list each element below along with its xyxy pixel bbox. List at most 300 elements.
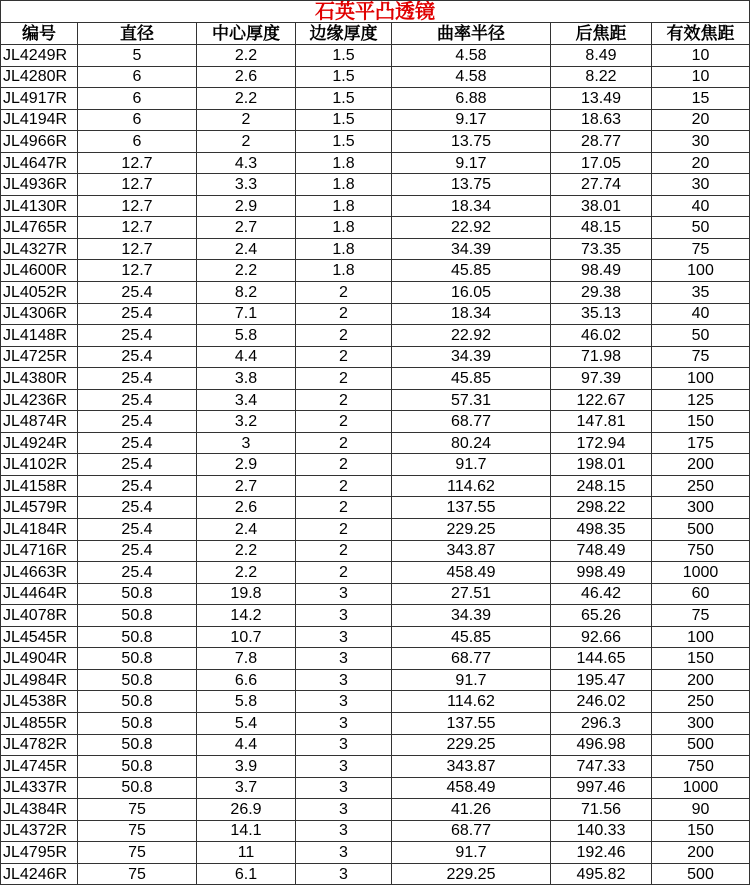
cell-effective-focal-length: 750 [652, 540, 750, 562]
cell-edge-thickness: 1.5 [296, 45, 392, 67]
table-row [1, 260, 750, 282]
table-row [1, 863, 750, 885]
cell-part-number: JL4246R [1, 863, 78, 885]
cell-diameter: 25.4 [78, 282, 197, 304]
title-row [1, 1, 750, 23]
cell-back-focal-length: 48.15 [551, 217, 652, 239]
cell-diameter: 75 [78, 842, 197, 864]
table-row [1, 669, 750, 691]
cell-effective-focal-length: 300 [652, 712, 750, 734]
cell-back-focal-length: 29.38 [551, 282, 652, 304]
cell-diameter: 12.7 [78, 238, 197, 260]
cell-center-thickness: 3.7 [197, 777, 296, 799]
cell-diameter: 50.8 [78, 648, 197, 670]
cell-edge-thickness: 3 [296, 626, 392, 648]
cell-diameter: 50.8 [78, 669, 197, 691]
table-row [1, 475, 750, 497]
cell-part-number: JL4924R [1, 432, 78, 454]
cell-diameter: 12.7 [78, 152, 197, 174]
cell-edge-thickness: 1.5 [296, 88, 392, 110]
cell-part-number: JL4102R [1, 454, 78, 476]
table-row [1, 756, 750, 778]
cell-center-thickness: 2.2 [197, 45, 296, 67]
cell-center-thickness: 2.9 [197, 454, 296, 476]
cell-effective-focal-length: 150 [652, 820, 750, 842]
table-row [1, 712, 750, 734]
cell-center-thickness: 3.2 [197, 411, 296, 433]
cell-edge-thickness: 2 [296, 475, 392, 497]
cell-part-number: JL4078R [1, 605, 78, 627]
cell-center-thickness: 2.2 [197, 540, 296, 562]
cell-effective-focal-length: 250 [652, 691, 750, 713]
cell-part-number: JL4380R [1, 368, 78, 390]
cell-radius-of-curvature: 57.31 [392, 389, 551, 411]
cell-part-number: JL4337R [1, 777, 78, 799]
cell-center-thickness: 3.8 [197, 368, 296, 390]
cell-effective-focal-length: 20 [652, 109, 750, 131]
cell-radius-of-curvature: 34.39 [392, 346, 551, 368]
table-row [1, 109, 750, 131]
cell-back-focal-length: 71.98 [551, 346, 652, 368]
cell-radius-of-curvature: 16.05 [392, 282, 551, 304]
cell-center-thickness: 2.2 [197, 88, 296, 110]
cell-back-focal-length: 195.47 [551, 669, 652, 691]
cell-part-number: JL4966R [1, 131, 78, 153]
cell-diameter: 12.7 [78, 195, 197, 217]
cell-part-number: JL4236R [1, 389, 78, 411]
column-header-radius-of-curvature: 曲率半径 [392, 23, 551, 45]
cell-edge-thickness: 2 [296, 389, 392, 411]
cell-diameter: 25.4 [78, 519, 197, 541]
cell-radius-of-curvature: 6.88 [392, 88, 551, 110]
column-header-diameter: 直径 [78, 23, 197, 45]
cell-part-number: JL4600R [1, 260, 78, 282]
header-row [1, 23, 750, 45]
cell-edge-thickness: 2 [296, 454, 392, 476]
cell-back-focal-length: 496.98 [551, 734, 652, 756]
cell-edge-thickness: 3 [296, 820, 392, 842]
cell-center-thickness: 3.4 [197, 389, 296, 411]
cell-radius-of-curvature: 22.92 [392, 217, 551, 239]
cell-back-focal-length: 198.01 [551, 454, 652, 476]
cell-diameter: 6 [78, 88, 197, 110]
cell-back-focal-length: 17.05 [551, 152, 652, 174]
table-row [1, 411, 750, 433]
cell-effective-focal-length: 250 [652, 475, 750, 497]
cell-back-focal-length: 140.33 [551, 820, 652, 842]
cell-radius-of-curvature: 229.25 [392, 863, 551, 885]
cell-back-focal-length: 747.33 [551, 756, 652, 778]
table-head [1, 1, 750, 45]
table-title: 石英平凸透镜 [1, 1, 750, 23]
cell-effective-focal-length: 10 [652, 66, 750, 88]
cell-part-number: JL4917R [1, 88, 78, 110]
cell-radius-of-curvature: 41.26 [392, 799, 551, 821]
cell-edge-thickness: 3 [296, 648, 392, 670]
column-header-edge-thickness: 边缘厚度 [296, 23, 392, 45]
cell-part-number: JL4663R [1, 562, 78, 584]
cell-part-number: JL4306R [1, 303, 78, 325]
cell-radius-of-curvature: 18.34 [392, 303, 551, 325]
cell-effective-focal-length: 10 [652, 45, 750, 67]
column-header-center-thickness: 中心厚度 [197, 23, 296, 45]
cell-edge-thickness: 2 [296, 346, 392, 368]
cell-part-number: JL4158R [1, 475, 78, 497]
table-row [1, 174, 750, 196]
cell-part-number: JL4545R [1, 626, 78, 648]
cell-part-number: JL4194R [1, 109, 78, 131]
cell-part-number: JL4855R [1, 712, 78, 734]
cell-center-thickness: 6.6 [197, 669, 296, 691]
cell-diameter: 12.7 [78, 260, 197, 282]
cell-center-thickness: 2.6 [197, 497, 296, 519]
cell-effective-focal-length: 50 [652, 217, 750, 239]
cell-part-number: JL4384R [1, 799, 78, 821]
table-row [1, 66, 750, 88]
cell-effective-focal-length: 20 [652, 152, 750, 174]
cell-part-number: JL4052R [1, 282, 78, 304]
cell-center-thickness: 2.7 [197, 475, 296, 497]
cell-radius-of-curvature: 9.17 [392, 109, 551, 131]
cell-edge-thickness: 2 [296, 303, 392, 325]
cell-back-focal-length: 65.26 [551, 605, 652, 627]
cell-diameter: 50.8 [78, 712, 197, 734]
cell-diameter: 6 [78, 109, 197, 131]
cell-edge-thickness: 3 [296, 799, 392, 821]
cell-center-thickness: 2.2 [197, 562, 296, 584]
cell-effective-focal-length: 1000 [652, 562, 750, 584]
cell-radius-of-curvature: 91.7 [392, 842, 551, 864]
cell-diameter: 25.4 [78, 389, 197, 411]
cell-part-number: JL4745R [1, 756, 78, 778]
cell-edge-thickness: 3 [296, 756, 392, 778]
cell-diameter: 25.4 [78, 368, 197, 390]
table-row [1, 282, 750, 304]
cell-back-focal-length: 296.3 [551, 712, 652, 734]
cell-effective-focal-length: 75 [652, 238, 750, 260]
cell-radius-of-curvature: 4.58 [392, 45, 551, 67]
cell-diameter: 6 [78, 131, 197, 153]
cell-center-thickness: 4.4 [197, 346, 296, 368]
table-row [1, 799, 750, 821]
cell-effective-focal-length: 30 [652, 131, 750, 153]
cell-back-focal-length: 8.49 [551, 45, 652, 67]
cell-diameter: 25.4 [78, 475, 197, 497]
cell-effective-focal-length: 35 [652, 282, 750, 304]
cell-effective-focal-length: 75 [652, 346, 750, 368]
cell-edge-thickness: 3 [296, 605, 392, 627]
cell-edge-thickness: 3 [296, 842, 392, 864]
cell-back-focal-length: 38.01 [551, 195, 652, 217]
cell-center-thickness: 2.4 [197, 238, 296, 260]
table-row [1, 583, 750, 605]
cell-back-focal-length: 748.49 [551, 540, 652, 562]
cell-diameter: 25.4 [78, 432, 197, 454]
table-row [1, 325, 750, 347]
cell-center-thickness: 5.8 [197, 325, 296, 347]
table-row [1, 519, 750, 541]
table-row [1, 691, 750, 713]
cell-radius-of-curvature: 45.85 [392, 260, 551, 282]
table-row [1, 777, 750, 799]
cell-edge-thickness: 2 [296, 540, 392, 562]
cell-back-focal-length: 495.82 [551, 863, 652, 885]
table-row [1, 562, 750, 584]
cell-radius-of-curvature: 137.55 [392, 497, 551, 519]
cell-edge-thickness: 2 [296, 519, 392, 541]
cell-radius-of-curvature: 343.87 [392, 540, 551, 562]
cell-radius-of-curvature: 13.75 [392, 174, 551, 196]
cell-center-thickness: 7.1 [197, 303, 296, 325]
cell-effective-focal-length: 40 [652, 303, 750, 325]
table-row [1, 626, 750, 648]
cell-effective-focal-length: 750 [652, 756, 750, 778]
cell-center-thickness: 2 [197, 109, 296, 131]
cell-back-focal-length: 498.35 [551, 519, 652, 541]
cell-center-thickness: 14.2 [197, 605, 296, 627]
cell-edge-thickness: 1.8 [296, 238, 392, 260]
cell-part-number: JL4936R [1, 174, 78, 196]
cell-edge-thickness: 1.8 [296, 217, 392, 239]
cell-center-thickness: 4.3 [197, 152, 296, 174]
table-row [1, 389, 750, 411]
cell-diameter: 50.8 [78, 605, 197, 627]
cell-back-focal-length: 71.56 [551, 799, 652, 821]
cell-effective-focal-length: 30 [652, 174, 750, 196]
column-header-part-number: 编号 [1, 23, 78, 45]
cell-radius-of-curvature: 343.87 [392, 756, 551, 778]
cell-radius-of-curvature: 4.58 [392, 66, 551, 88]
cell-edge-thickness: 3 [296, 583, 392, 605]
cell-back-focal-length: 192.46 [551, 842, 652, 864]
cell-effective-focal-length: 40 [652, 195, 750, 217]
cell-diameter: 25.4 [78, 454, 197, 476]
cell-radius-of-curvature: 68.77 [392, 648, 551, 670]
cell-edge-thickness: 2 [296, 562, 392, 584]
cell-part-number: JL4538R [1, 691, 78, 713]
cell-part-number: JL4904R [1, 648, 78, 670]
cell-edge-thickness: 2 [296, 325, 392, 347]
cell-edge-thickness: 3 [296, 691, 392, 713]
cell-radius-of-curvature: 68.77 [392, 820, 551, 842]
cell-effective-focal-length: 200 [652, 454, 750, 476]
cell-part-number: JL4725R [1, 346, 78, 368]
cell-back-focal-length: 28.77 [551, 131, 652, 153]
cell-radius-of-curvature: 80.24 [392, 432, 551, 454]
table-row [1, 88, 750, 110]
cell-radius-of-curvature: 91.7 [392, 669, 551, 691]
table-row [1, 432, 750, 454]
cell-back-focal-length: 998.49 [551, 562, 652, 584]
cell-diameter: 25.4 [78, 346, 197, 368]
cell-diameter: 25.4 [78, 562, 197, 584]
table-row [1, 303, 750, 325]
cell-part-number: JL4647R [1, 152, 78, 174]
cell-radius-of-curvature: 13.75 [392, 131, 551, 153]
cell-edge-thickness: 2 [296, 432, 392, 454]
cell-diameter: 75 [78, 863, 197, 885]
cell-back-focal-length: 298.22 [551, 497, 652, 519]
cell-effective-focal-length: 175 [652, 432, 750, 454]
cell-radius-of-curvature: 137.55 [392, 712, 551, 734]
cell-diameter: 50.8 [78, 734, 197, 756]
cell-diameter: 25.4 [78, 540, 197, 562]
cell-center-thickness: 2.4 [197, 519, 296, 541]
cell-center-thickness: 2 [197, 131, 296, 153]
cell-diameter: 25.4 [78, 303, 197, 325]
cell-back-focal-length: 97.39 [551, 368, 652, 390]
cell-diameter: 6 [78, 66, 197, 88]
cell-part-number: JL4464R [1, 583, 78, 605]
cell-radius-of-curvature: 114.62 [392, 475, 551, 497]
cell-part-number: JL4795R [1, 842, 78, 864]
cell-radius-of-curvature: 18.34 [392, 195, 551, 217]
cell-edge-thickness: 2 [296, 497, 392, 519]
cell-back-focal-length: 18.63 [551, 109, 652, 131]
cell-radius-of-curvature: 34.39 [392, 238, 551, 260]
cell-center-thickness: 3.3 [197, 174, 296, 196]
cell-effective-focal-length: 500 [652, 734, 750, 756]
cell-back-focal-length: 46.02 [551, 325, 652, 347]
table-row [1, 454, 750, 476]
cell-part-number: JL4716R [1, 540, 78, 562]
table-row [1, 648, 750, 670]
table-row [1, 497, 750, 519]
column-header-back-focal-length: 后焦距 [551, 23, 652, 45]
cell-back-focal-length: 172.94 [551, 432, 652, 454]
cell-center-thickness: 2.7 [197, 217, 296, 239]
cell-edge-thickness: 3 [296, 734, 392, 756]
table-body [1, 45, 750, 885]
cell-edge-thickness: 2 [296, 411, 392, 433]
cell-effective-focal-length: 1000 [652, 777, 750, 799]
table-row [1, 238, 750, 260]
cell-part-number: JL4148R [1, 325, 78, 347]
cell-back-focal-length: 92.66 [551, 626, 652, 648]
cell-diameter: 50.8 [78, 691, 197, 713]
cell-part-number: JL4874R [1, 411, 78, 433]
cell-center-thickness: 5.4 [197, 712, 296, 734]
cell-diameter: 50.8 [78, 777, 197, 799]
cell-radius-of-curvature: 9.17 [392, 152, 551, 174]
cell-effective-focal-length: 100 [652, 626, 750, 648]
cell-part-number: JL4327R [1, 238, 78, 260]
cell-back-focal-length: 13.49 [551, 88, 652, 110]
cell-back-focal-length: 98.49 [551, 260, 652, 282]
cell-effective-focal-length: 150 [652, 648, 750, 670]
cell-back-focal-length: 73.35 [551, 238, 652, 260]
cell-diameter: 12.7 [78, 217, 197, 239]
cell-back-focal-length: 997.46 [551, 777, 652, 799]
table-row [1, 346, 750, 368]
cell-center-thickness: 26.9 [197, 799, 296, 821]
cell-edge-thickness: 3 [296, 669, 392, 691]
cell-diameter: 50.8 [78, 626, 197, 648]
cell-effective-focal-length: 75 [652, 605, 750, 627]
cell-diameter: 75 [78, 799, 197, 821]
table-row [1, 131, 750, 153]
cell-back-focal-length: 8.22 [551, 66, 652, 88]
cell-back-focal-length: 246.02 [551, 691, 652, 713]
cell-effective-focal-length: 300 [652, 497, 750, 519]
cell-part-number: JL4984R [1, 669, 78, 691]
cell-center-thickness: 3 [197, 432, 296, 454]
cell-part-number: JL4372R [1, 820, 78, 842]
cell-center-thickness: 5.8 [197, 691, 296, 713]
cell-center-thickness: 11 [197, 842, 296, 864]
column-header-effective-focal-length: 有效焦距 [652, 23, 750, 45]
cell-center-thickness: 10.7 [197, 626, 296, 648]
cell-diameter: 5 [78, 45, 197, 67]
cell-effective-focal-length: 500 [652, 863, 750, 885]
cell-center-thickness: 8.2 [197, 282, 296, 304]
table-row [1, 217, 750, 239]
cell-radius-of-curvature: 27.51 [392, 583, 551, 605]
cell-center-thickness: 19.8 [197, 583, 296, 605]
cell-effective-focal-length: 90 [652, 799, 750, 821]
cell-part-number: JL4782R [1, 734, 78, 756]
cell-edge-thickness: 3 [296, 863, 392, 885]
cell-radius-of-curvature: 229.25 [392, 519, 551, 541]
table-row [1, 152, 750, 174]
cell-back-focal-length: 248.15 [551, 475, 652, 497]
cell-diameter: 25.4 [78, 497, 197, 519]
cell-effective-focal-length: 500 [652, 519, 750, 541]
table-row [1, 842, 750, 864]
table-row [1, 820, 750, 842]
cell-back-focal-length: 144.65 [551, 648, 652, 670]
cell-center-thickness: 4.4 [197, 734, 296, 756]
cell-edge-thickness: 1.8 [296, 260, 392, 282]
cell-diameter: 50.8 [78, 583, 197, 605]
table-row [1, 540, 750, 562]
cell-edge-thickness: 1.5 [296, 131, 392, 153]
cell-part-number: JL4579R [1, 497, 78, 519]
cell-effective-focal-length: 15 [652, 88, 750, 110]
cell-effective-focal-length: 60 [652, 583, 750, 605]
cell-edge-thickness: 2 [296, 282, 392, 304]
cell-center-thickness: 6.1 [197, 863, 296, 885]
cell-back-focal-length: 147.81 [551, 411, 652, 433]
table-row [1, 45, 750, 67]
cell-edge-thickness: 1.8 [296, 195, 392, 217]
cell-diameter: 12.7 [78, 174, 197, 196]
cell-diameter: 25.4 [78, 325, 197, 347]
table-row [1, 605, 750, 627]
cell-edge-thickness: 1.5 [296, 109, 392, 131]
cell-center-thickness: 14.1 [197, 820, 296, 842]
cell-edge-thickness: 1.5 [296, 66, 392, 88]
cell-radius-of-curvature: 458.49 [392, 777, 551, 799]
cell-part-number: JL4249R [1, 45, 78, 67]
cell-radius-of-curvature: 45.85 [392, 626, 551, 648]
cell-part-number: JL4280R [1, 66, 78, 88]
cell-diameter: 75 [78, 820, 197, 842]
cell-back-focal-length: 46.42 [551, 583, 652, 605]
cell-center-thickness: 2.9 [197, 195, 296, 217]
cell-part-number: JL4130R [1, 195, 78, 217]
cell-back-focal-length: 122.67 [551, 389, 652, 411]
table-row [1, 734, 750, 756]
cell-effective-focal-length: 100 [652, 368, 750, 390]
cell-back-focal-length: 27.74 [551, 174, 652, 196]
cell-edge-thickness: 3 [296, 712, 392, 734]
cell-edge-thickness: 2 [296, 368, 392, 390]
cell-radius-of-curvature: 91.7 [392, 454, 551, 476]
cell-effective-focal-length: 200 [652, 842, 750, 864]
cell-effective-focal-length: 150 [652, 411, 750, 433]
cell-part-number: JL4184R [1, 519, 78, 541]
